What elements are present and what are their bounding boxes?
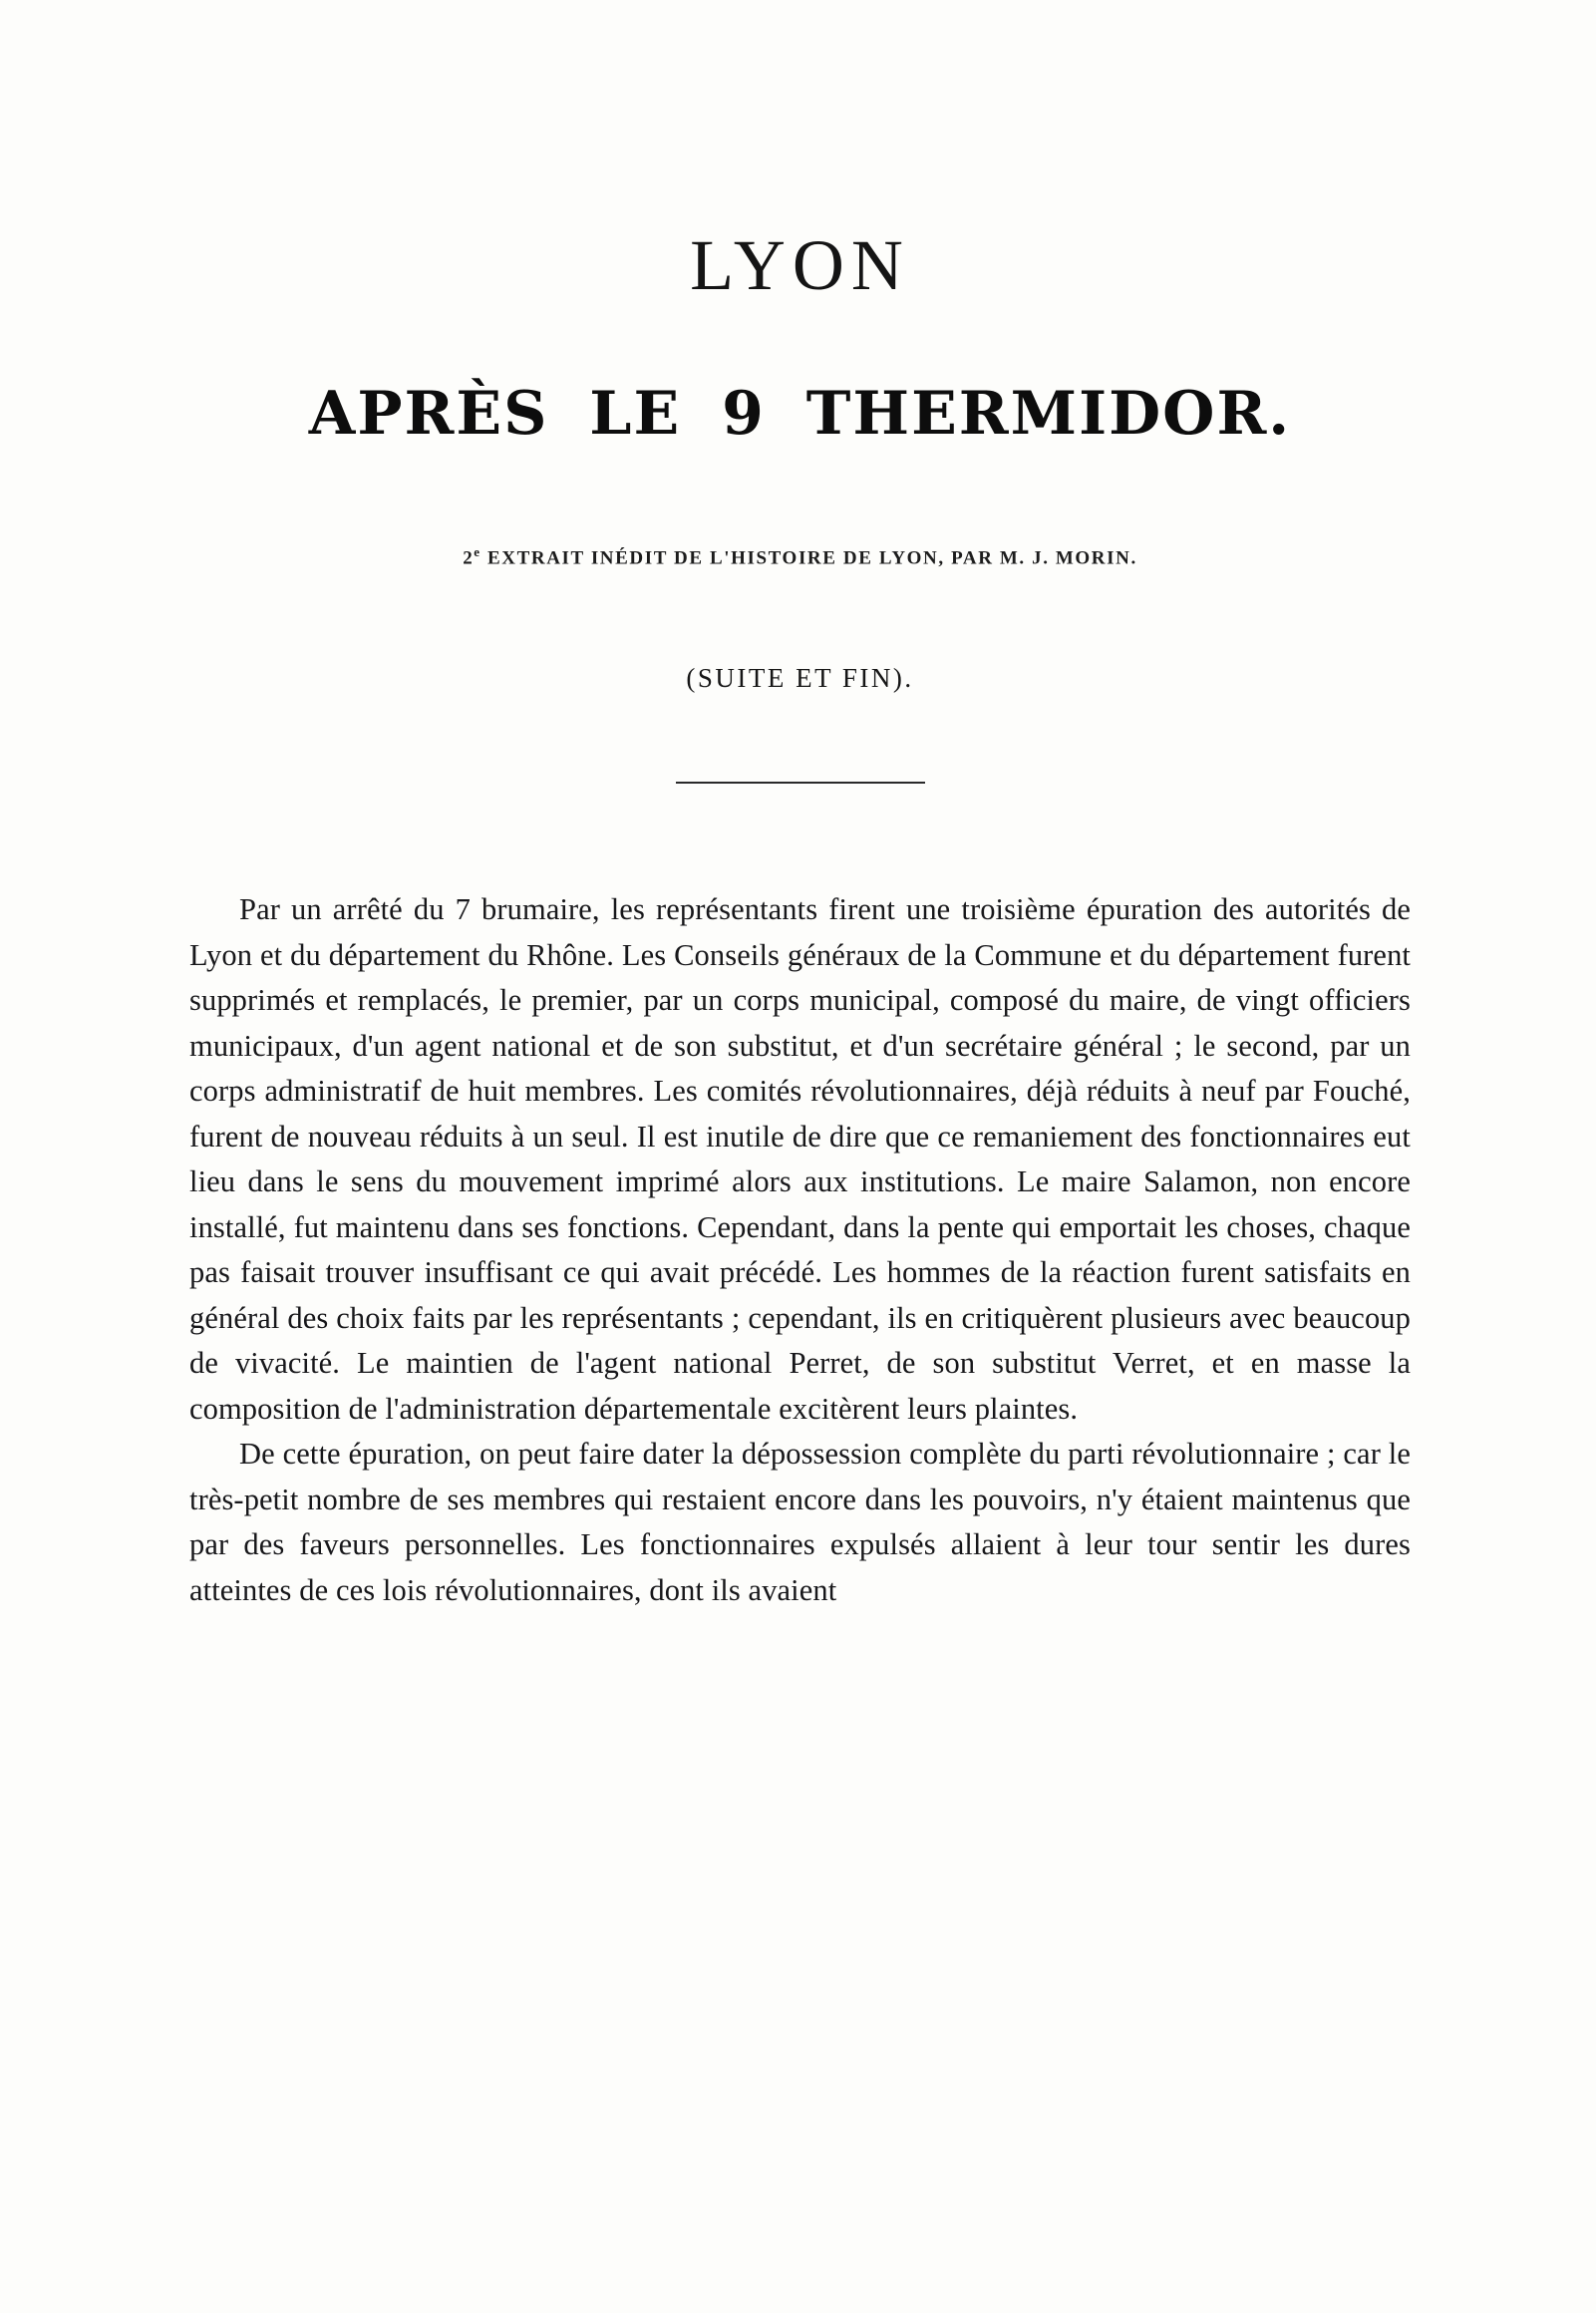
section-divider: [676, 782, 925, 784]
paragraph: Par un arrêté du 7 brumaire, les représentants firent une troisième épuration des autorités de Lyon et du département du Rhône. Les Conseils généraux de la Commune et du département furent supprimés et remplacés, le premier, par un corps municipal, composé du maire, de vingt officiers municipaux, d'un agent national et de son substitut, et d'un secrétaire général ; le second, par un corps administratif de huit membres. Les comités révolutionnaires, déjà réduits à neuf par Fouché, furent de nouveau réduits à un seul. Il est inutile de dire que ce remaniement des fonctionnaires eut lieu dans le sens du mouvement imprimé alors aux institutions. Le maire Salamon, non encore installé, fut maintenu dans ses fonctions. Cependant, dans la pente qui emportait les choses, chaque pas faisait trouver insuffisant ce qui avait précédé. Les hommes de la réaction furent satisfaits en général des choix faits par les représentants ; cependant, ils en critiquèrent plusieurs avec beaucoup de vivacité. Le maintien de l'agent national Perret, de son substitut Verret, et en masse la composition de l'administration départementale excitèrent leurs plaintes.: [189, 892, 1411, 1426]
page-title: LYON: [690, 225, 910, 305]
extract-attribution: [189, 544, 1411, 569]
suite-label: (SUITE ET FIN).: [686, 663, 914, 694]
page-subtitle: APRÈS LE 9 THERMIDOR.: [308, 379, 1292, 449]
page-content: [189, 0, 1411, 1613]
extract-attribution-text: EXTRAIT INÉDIT DE L'HISTOIRE DE LYON, PAR M. J. MORIN.: [487, 547, 1137, 569]
body-text: [189, 887, 1411, 1613]
paragraph: De cette épuration, on peut faire dater la dépossession complète du parti révolutionnaire ; car le très-petit nombre de ses membres qui restaient encore dans les pouvoirs, n'y étaient maintenus que par des faveurs personnelles. Les fonctionnaires expulsés allaient à leur tour sentir les dures atteintes de ces lois révolutionnaires, dont ils avaient: [189, 1437, 1411, 1607]
extract-ordinal-suffix: e: [474, 544, 481, 559]
extract-number: 2: [463, 547, 475, 569]
